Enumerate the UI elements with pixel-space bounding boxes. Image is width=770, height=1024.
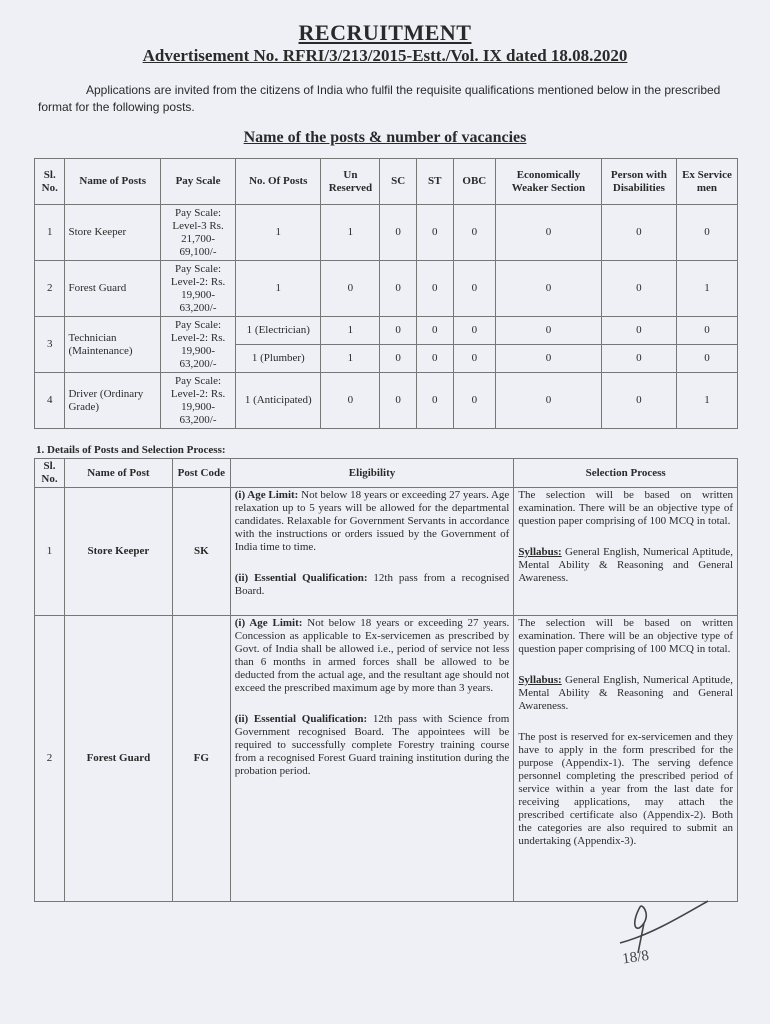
qualification-label: (ii) Essential Qualification: [234,572,368,584]
col-header-pwd: Person with Disabilities [601,159,676,205]
selection-text: The selection will be based on written examination. There will be an objective type of question paper comprising of 100 MCQ in total. [518,617,733,655]
col-header-eligibility: Eligibility [230,459,514,488]
cell-st: 0 [416,205,453,261]
cell-post: Store Keeper [65,205,160,261]
cell-sc: 0 [380,317,417,345]
age-limit-text: Not below 18 years or exceeding 27 years. Age relaxation up to 5 years will be allowed for the departmental candidates. Relaxable for Government Servants in accordance with the instructions or orders issued by the Government of India time to time. [234,489,510,553]
cell-esm: 0 [676,317,737,345]
table-row [35,488,738,616]
col-header-sl: Sl. No. [35,459,65,488]
details-heading: 1. Details of Posts and Selection Process: [36,444,226,456]
cell-ur: 1 [321,317,380,345]
age-limit-text: Not below 18 years or exceeding 27 years. Concession as applicable to Ex-servicemen as prescribed by Govt. of India shall be allowed i.e., period of service not less than 6 months in armed forces shall be allowed to be deducted from the actual age, and the resultant age should not exceed the prescribed maximum age by more than 3 years. [234,617,510,694]
cell-obc: 0 [453,205,496,261]
cell-pay: Pay Scale: Level-2: Rs. 19,900-63,200/- [160,317,235,373]
cell-sl: 4 [35,373,65,429]
cell-ur: 1 [321,345,380,373]
cell-ur: 0 [321,261,380,317]
cell-ews: 0 [496,373,602,429]
ex-servicemen-note: The post is reserved for ex-servicemen and they have to apply in the form prescribed for the purpose (Appendix-1). The serving defence personnel completing the prescribed period of service within a year from the last date for receiving applications, may attach the prescribed certificate also (Appendix-2). Both the categories are also required to submit an undertaking (Appendix-3). [518,731,733,847]
intro-paragraph: Applications are invited from the citizens of India who fulfil the requisite qualifications mentioned below in the prescribed format for the following posts. [38,83,721,114]
cell-esm: 1 [676,373,737,429]
cell-st: 0 [416,261,453,317]
cell-ews: 0 [496,261,602,317]
vacancy-header-row [35,159,738,205]
details-header-row [35,459,738,488]
qualification-label: (ii) Essential Qualification: [234,713,368,725]
table-row [35,317,738,345]
cell-eligibility [230,616,514,902]
cell-sl: 3 [35,317,65,373]
cell-ews: 0 [496,317,602,345]
col-header-obc: OBC [453,159,496,205]
cell-pay: Pay Scale: Level-2: Rs. 19,900-63,200/- [160,373,235,429]
col-header-st: ST [416,159,453,205]
col-header-post: Name of Post [64,459,172,488]
table-row [35,616,738,902]
cell-sl: 2 [35,616,65,902]
cell-post: Driver (Ordinary Grade) [65,373,160,429]
cell-number: 1 [236,205,321,261]
cell-ews: 0 [496,205,602,261]
col-header-sc: SC [380,159,417,205]
cell-sl: 1 [35,205,65,261]
syllabus-label: Syllabus: [518,674,562,686]
cell-ur: 1 [321,205,380,261]
cell-ur: 0 [321,373,380,429]
cell-pwd: 0 [601,261,676,317]
cell-number: 1 (Anticipated) [236,373,321,429]
details-table [34,458,738,902]
cell-code: FG [172,616,230,902]
cell-post: Forest Guard [64,616,172,902]
selection-text: The selection will be based on written examination. There will be an objective type of question paper comprising of 100 MCQ in total. [518,489,733,527]
cell-sc: 0 [380,205,417,261]
cell-number: 1 (Plumber) [236,345,321,373]
page-title: RECRUITMENT [298,20,472,45]
cell-esm: 1 [676,261,737,317]
col-header-number: No. Of Posts [236,159,321,205]
table-row [35,373,738,429]
cell-ews: 0 [496,345,602,373]
cell-sc: 0 [380,373,417,429]
syllabus-text: General English, Numerical Aptitude, Mental Ability & Reasoning and General Awareness. [518,674,734,712]
qualification-text: 12th pass from a recognised Board. [234,572,510,597]
cell-obc: 0 [453,345,496,373]
cell-pwd: 0 [601,205,676,261]
cell-pay: Pay Scale: Level-2: Rs. 19,900-63,200/- [160,261,235,317]
col-header-ur: Un Reserved [321,159,380,205]
cell-post: Store Keeper [64,488,172,616]
cell-obc: 0 [453,261,496,317]
cell-number: 1 (Electrician) [236,317,321,345]
cell-sc: 0 [380,261,417,317]
handwritten-signature [600,895,710,975]
table-row [35,205,738,261]
cell-post: Forest Guard [65,261,160,317]
vacancies-heading: Name of the posts & number of vacancies [243,129,527,146]
syllabus-text: General English, Numerical Aptitude, Mental Ability & Reasoning and General Awareness. [518,546,734,584]
signature-date: 18/8 [621,947,650,968]
advertisement-number: Advertisement No. RFRI/3/213/2015-Estt./Vol. IX dated 18.08.2020 [142,46,628,65]
cell-eligibility [230,488,514,616]
cell-sl: 1 [35,488,65,616]
cell-pwd: 0 [601,373,676,429]
col-header-esm: Ex Service men [676,159,737,205]
age-limit-label: (i) Age Limit: [234,617,303,629]
cell-obc: 0 [453,373,496,429]
col-header-code: Post Code [172,459,230,488]
cell-sl: 2 [35,261,65,317]
table-row [35,261,738,317]
cell-code: SK [172,488,230,616]
vacancy-table [34,158,738,429]
cell-st: 0 [416,317,453,345]
qualification-text: 12th pass with Science from Government recognised Board. The appointees will be required to successfully complete Forestry training course from a recognised Forest Guard training institution during the probation period. [234,713,510,777]
cell-selection [514,616,738,902]
syllabus-label: Syllabus: [518,546,562,558]
cell-selection [514,488,738,616]
col-header-pay: Pay Scale [160,159,235,205]
cell-st: 0 [416,373,453,429]
col-header-ews: Economically Weaker Section [496,159,602,205]
col-header-selection: Selection Process [514,459,738,488]
col-header-sl: Sl. No. [35,159,65,205]
cell-number: 1 [236,261,321,317]
cell-pwd: 0 [601,317,676,345]
cell-esm: 0 [676,205,737,261]
cell-obc: 0 [453,317,496,345]
cell-sc: 0 [380,345,417,373]
age-limit-label: (i) Age Limit: [234,489,299,501]
cell-post: Technician (Maintenance) [65,317,160,373]
cell-pwd: 0 [601,345,676,373]
col-header-post: Name of Posts [65,159,160,205]
cell-st: 0 [416,345,453,373]
cell-pay: Pay Scale: Level-3 Rs. 21,700-69,100/- [160,205,235,261]
cell-esm: 0 [676,345,737,373]
